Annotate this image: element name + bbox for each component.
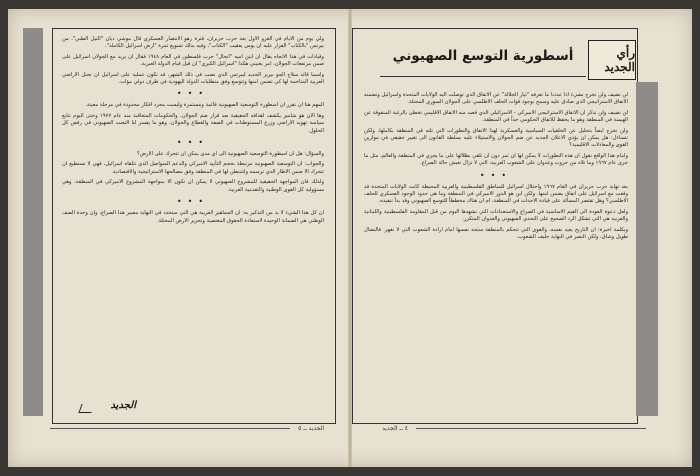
footer-rule: [50, 428, 290, 429]
title-underline: [380, 76, 586, 77]
left-paragraph: وقيادات في هذا الاتجاه يقال ان ايتن اميه "انجال" حرب فلسطين في العام ١٩٤٨ فقال ان يريد مع الجولان اسرائيل على ضمن مرتفعات الجولان، امر يعنيني هكذا "اسرائيل الكبرى" ان قبل قيام الدولة العبرية.: [62, 53, 324, 68]
section-separator: •••: [176, 197, 210, 207]
section-label-box: رأي الجديد: [588, 40, 636, 80]
right-paragraph: ولن نخرج ايضاً بتحليل عن الخلفيات السياسية والعسكرية لهذا الاتفاق والتطورات التي تلته في المنطقة بكاملها، ولكن نتساءل: هل يمكن ان يؤدي الاعلان الجديد عن ضم الجولان والاستيلاء عليه بسلطة القانون الى تغيير حقيقي في موازين القوى والمعادلات الاقليمية؟: [364, 127, 628, 149]
left-paragraph: واسما قائد سلاح الجو بيريز الجديد ليبرتس الذي نصب في ذلك الشهر، قد تكون عملية على اسرائيل ان تحتل الاراضي العربية المتاخمة لها كي تضمن امنها وتتوسع وفق متطلبات الدولة اليهودية في ظرف دولي مؤات.: [62, 71, 324, 86]
left-page-column: [62, 36, 324, 386]
right-page-footer: ٤ ــ الجديد: [356, 425, 646, 435]
footer-publication: الجديد: [382, 425, 398, 432]
footer-publication: الجديد: [308, 425, 324, 432]
signature: الجديد: [110, 400, 136, 411]
section-separator: •••: [479, 170, 513, 180]
right-paragraph: لن نضيف ولن نخرج بشيء اذا عددنا ما تعرفه "تيار الجلالة" عن الاتفاق الذي توصلت اليه الولايات المتحدة واسرائيل وتضمنه الاتفاق الاستراتيجي الذي صادق عليه وسمح بوجود قوات الحلف الاطلسي على الجولان السوري المحتلة.: [364, 92, 628, 106]
footer-page-number: ٤: [404, 425, 409, 432]
right-page-side-bar: [636, 82, 658, 416]
left-paragraph: المهم هنا ان نقرر ان اسطورة التوسعية الصهيونية قائمة ومستمرة وليست مجرد افكار محدودة في مرحلة معينة.: [85, 102, 324, 109]
left-paragraph: ولذلك فان المواجهة الحقيقية للمشروع الصهيوني لا يمكن ان تكون الا بمواجهة المشروع الاميركي في المنطقة، وهي مسؤولية كل القوى الوطنية والتقدمية العربية.: [62, 179, 324, 193]
left-paragraph: وها الان هو شامير يكشف اهدافه الحقيقية بعد قرار ضم الجولان، والحكومات المتعاقبة منذ عام ١٩٧٧ وحتى اليوم تتابع سياسة تهويد الاراضي وزرع المستوطنات في الضفة والقطاع والجولان، وهو ما يفسر لنا التعنت الصهيوني في رفض كل الحلول.: [62, 112, 324, 134]
footer-rule: [416, 428, 646, 429]
right-page-column: [364, 92, 628, 416]
article-title: أسطورية التوسع الصهيوني: [392, 48, 574, 64]
left-page-footer: الجديد ــ ٥: [24, 425, 324, 435]
left-paragraph: والسؤال: هل ان اسطورة التوسعية الصهيونية الى اي مدى يمكن ان تتحرك على الارض؟: [137, 151, 324, 158]
left-page-side-bar: [23, 28, 43, 416]
section-separator: •••: [176, 138, 210, 148]
left-paragraph: والجواب: ان التوسعية الصهيونية مرتبطة بحجم التأييد الاميركي والدعم المتواصل الذي تتلقاه اسرائيل، فهي لا تستطيع ان تتحرك الا ضمن الاطار الذي ترسمه واشنطن لها في المنطقة وفق مصالحها الاستراتيجية والاقتصادية.: [62, 161, 324, 175]
left-paragraph: ان كل هذا الشيء لا بد من التذكير به: ان الجماهير العربية هي التي ستحدد في النهاية مصير هذا الصراع، وان وحدة الصف الوطني هي الضمانة الوحيدة لاستعادة الحقوق المغتصبة وتحرير الارض المحتلة.: [62, 210, 324, 224]
right-paragraph: بعد نهاية حرب حزيران في العام ١٩٦٧ واحتلال اسرائيل للمناطق الفلسطينية والعربية المحيطة كانت الولايات المتحدة قد وقعت مع اسرائيل على اتفاق يضمن امنها. ولكن اين هو الدور الاميركي في المنطقة وما هي حدود الوجود العسكري للحلف الاطلسي؟ وهل تقتصر المسألة على قيادة الاحداث في المنطقة، ام ان هناك مخططاً للتوسع الصهيوني وقد بدأ تنفيذه.: [364, 183, 628, 205]
right-paragraph: وامام هذا الواقع نقول ان هذه التطورات لا يمكن لها ان تمر دون ان تلقي بظلالها على ما يجري في المنطقة والعالم، مثل ما جرى عام ١٩٦٧ وما تلاه من حروب وعدوان على الشعوب العربية، التي لا تزال تعيش حالة الصراع.: [364, 152, 628, 167]
right-paragraph: وبكلمة اخيرة: ان التاريخ يعيد نفسه، والقوى التي تتحكم بالمنطقة ستجد نفسها امام ارادة الشعوب التي لا تقهر. فالنضال طويل وشاق، ولكن النصر في النهاية حليف الشعوب.: [364, 226, 628, 241]
section-separator: •••: [176, 89, 210, 99]
right-paragraph: ولعل دعوة العودة الى القيم الاساسية في الصراع والاستعدادات التي نشهدها اليوم من قبل المقاومة الفلسطينية واللبنانية والعربية هي التي تشكل الرد الصحيح على التحدي الصهيوني والعدوان المتكرر.: [364, 208, 628, 223]
right-paragraph: لن نضيف ولن نذكر ان الاتفاق الاستراتيجي الاميركي - الاسرائيلي الذي قصد منه الاتفاق الاقليمي تخطى بالرغبة المتفوقة عن الهيمنة في المنطقة وهو ما يحفظ للاتفاق الحكومي حداً في المنطقة.: [364, 109, 628, 124]
footer-page-number: ٥: [298, 425, 302, 432]
left-paragraph: ولي يوم من الايام في الغزو الاول بعد حرب حزيران، فترة رهو الانتصار العسكري قال موشي ديان "النيل الطبي"، من بيرتس "بالكتاب" القرار عليه ان يوس يعقيب "الكتاب"، وفيه بذلك تسويغ ثمرة "ارض اسرائيل الكاملة".: [62, 36, 324, 50]
